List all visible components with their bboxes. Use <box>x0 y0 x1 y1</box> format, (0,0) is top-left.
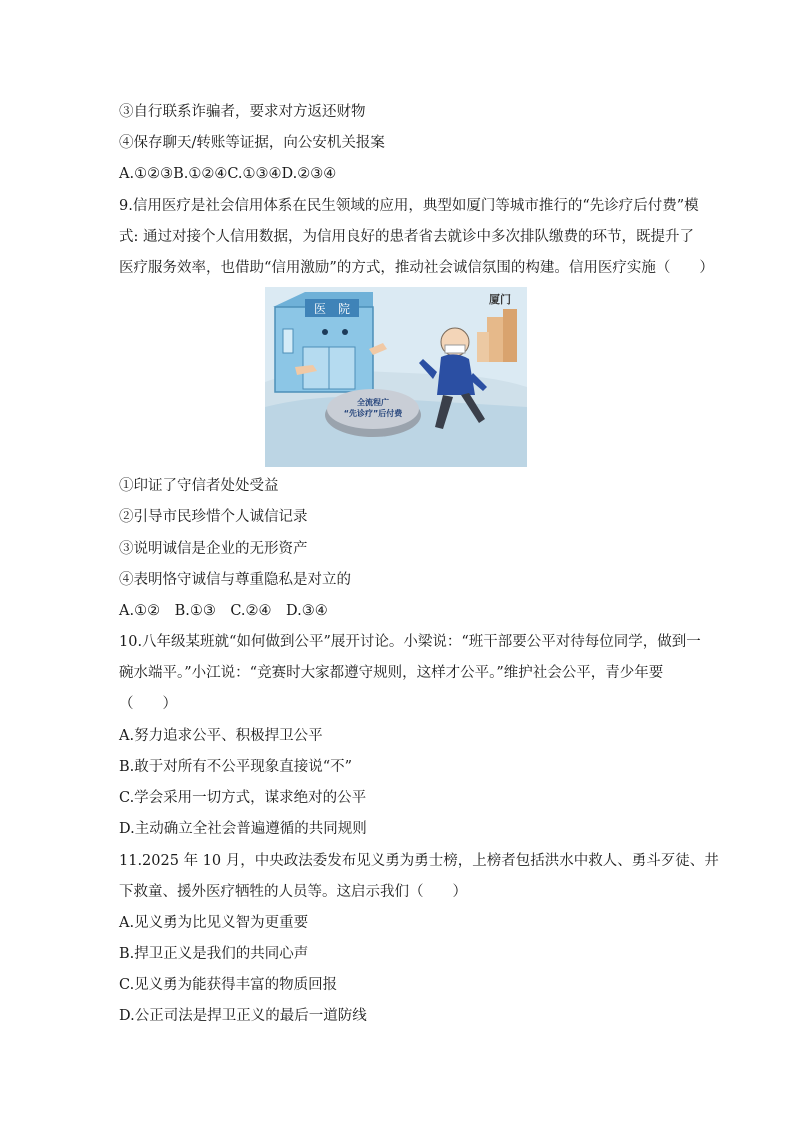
credit-medical-cartoon <box>265 287 527 467</box>
q9-choices: A.①② B.①③ C.②④ D.③④ <box>119 603 328 619</box>
q11-stem-line-2: 下救童、援外医疗牺牲的人员等。这启示我们（ ） <box>119 884 467 900</box>
q11-option-a: A.见义勇为比见义智为更重要 <box>119 915 309 931</box>
q11-option-c: C.见义勇为能获得丰富的物质回报 <box>119 977 338 993</box>
q10-option-b: B.敢于对所有不公平现象直接说“不” <box>119 759 353 775</box>
q9-illustration <box>265 287 527 467</box>
platform-line-1: 全流程广 <box>357 398 389 407</box>
q9-stem-line-2: 式: 通过对接个人信用数据，为信用良好的患者省去就诊中多次排队缴费的环节，既提升了 <box>119 229 694 245</box>
platform <box>325 389 421 437</box>
q10-stem-line-3: （ ） <box>119 696 177 712</box>
q10-stem-line-1: 10.八年级某班就“如何做到公平”展开讨论。小梁说：“班干部要公平对待每位同学，做到一 <box>119 634 701 650</box>
q9-option-1: ①印证了守信者处处受益 <box>119 478 279 494</box>
q8-choices: A.①②③B.①②④C.①③④D.②③④ <box>119 166 337 182</box>
hospital-building <box>273 292 387 392</box>
q9-stem-line-1: 9.信用医疗是社会信用体系在民生领域的应用，典型如厦门等城市推行的“先诊疗后付费”模 <box>119 198 699 214</box>
q10-option-a: A.努力追求公平、积极捍卫公平 <box>119 728 323 744</box>
q11-stem-line-1: 11.2025 年 10 月，中央政法委发布见义勇为勇士榜，上榜者包括洪水中救人、勇斗歹徒、井 <box>119 853 719 869</box>
q10-stem-line-2: 碗水端平。”小江说：“竞赛时大家都遵守规则，这样才公平。”维护社会公平，青少年要 <box>119 665 664 681</box>
q9-option-2: ②引导市民珍惜个人诚信记录 <box>119 509 308 525</box>
city-label: 厦门 <box>489 293 511 306</box>
q10-option-d: D.主动确立全社会普遍遵循的共同规则 <box>119 821 367 837</box>
q10-option-c: C.学会采用一切方式，谋求绝对的公平 <box>119 790 367 806</box>
q9-stem-line-3: 医疗服务效率，也借助“信用激励”的方式，推动社会诚信氛围的构建。信用医疗实施（ ） <box>119 260 714 276</box>
q9-option-4: ④表明恪守诚信与尊重隐私是对立的 <box>119 572 351 588</box>
hospital-sign: 医 院 <box>313 302 351 316</box>
q11-option-b: B.捍卫正义是我们的共同心声 <box>119 946 309 962</box>
q8-option-3: ③自行联系诈骗者，要求对方返还财物 <box>119 104 366 120</box>
q9-option-3: ③说明诚信是企业的无形资产 <box>119 541 308 557</box>
q8-option-4: ④保存聊天/转账等证据，向公安机关报案 <box>119 135 385 151</box>
q11-option-d: D.公正司法是捍卫正义的最后一道防线 <box>119 1008 367 1024</box>
platform-line-2: “先诊疗”后付费 <box>343 409 403 418</box>
